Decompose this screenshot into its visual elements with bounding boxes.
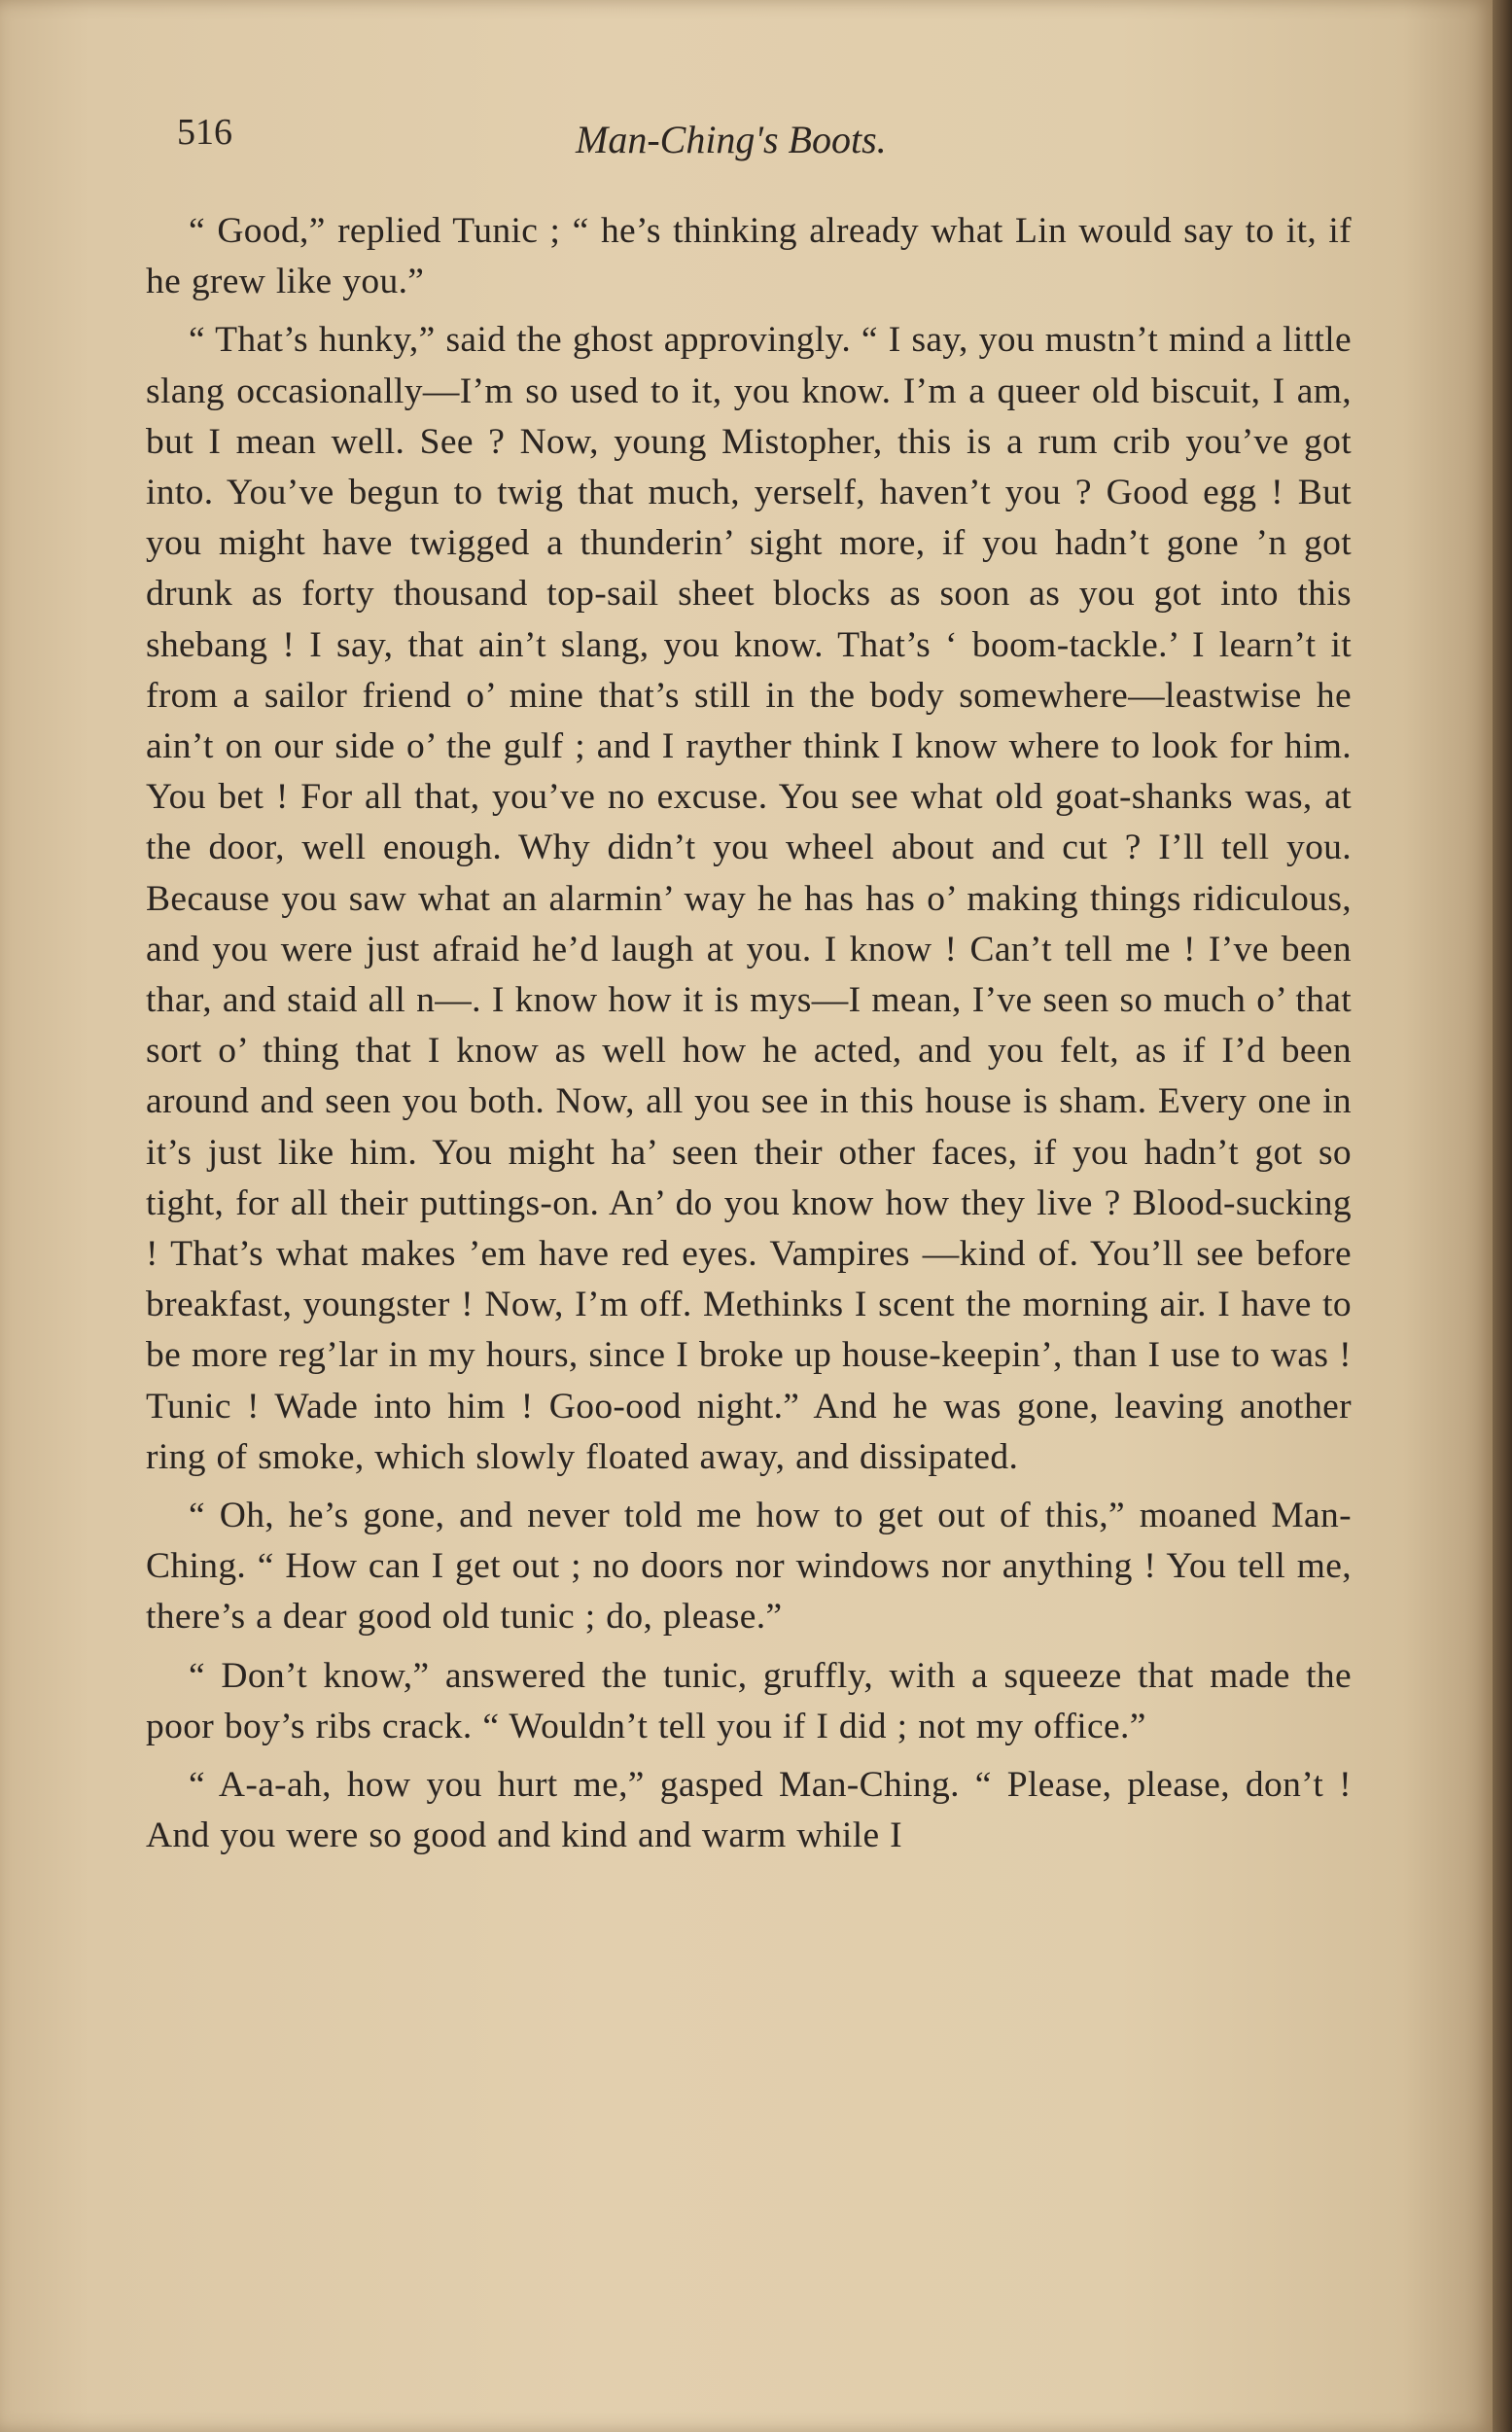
page-number: 516 xyxy=(177,112,232,153)
paragraph: “ Don’t know,” answered the tunic, gruffly, with a squeeze that made the poor boy’s ribs crack. “ Wouldn’t tell you if I did ; not my office.” xyxy=(146,1655,1352,1746)
running-title: Man-Ching's Boots. xyxy=(576,118,887,161)
page-edge xyxy=(1493,0,1512,2432)
running-head xyxy=(177,105,1363,163)
paragraph: “ That’s hunky,” said the ghost approvingly. “ I say, you mustn’t mind a little slang occasionally—I’m so used to it, you know. I’m a queer old biscuit, I am, but I mean well. See ? Now, young Mistopher, this is a rum crib you’ve got into. You’ve begun to twig that much, yerself, haven’t you ? Good egg ! But you might have twigged a thunderin’ sight more, if you hadn’t gone ’n got drunk as forty thousand top-sail sheet blocks as soon as you got into this shebang ! I say, that ain’t slang, you know. That’s ‘ boom-tackle.’ I learn’t it from a sailor friend o’ mine that’s still in the body somewhere—leastwise he ain’t on our side o’ the gulf ; and I rayther think I know where to look for him. You bet ! For all that, you’ve no excuse. You see what old goat-shanks was, at the door, well enough. Why didn’t you wheel about and cut ? I’ll tell you. Because you saw what an alarmin’ way he has has o’ making things ridiculous, and you were just afraid he’d laugh at you. I know ! Can’t tell me ! I’ve been thar, and staid all n—. I know how it is mys—I mean, I’ve seen so much o’ that sort o’ thing that I know as well how he acted, and you felt, as if I’d been around and seen you both. Now, all you see in this house is sham. Every one in it’s just like him. You might ha’ seen their other faces, if you hadn’t got so tight, for all their puttings-on. An’ do you know how they live ? Blood-sucking ! That’s what makes ’em have red eyes. Vampires —kind of. You’ll see before breakfast, youngster ! Now, I’m off. Methinks I scent the morning air. I have to be more reg’lar in my hours, since I broke up house-keepin’, than I use to was ! Tunic ! Wade into him ! Goo-ood night.” And he was gone, leaving another ring of smoke, which slowly floated away, and dissipated. xyxy=(146,320,1352,1477)
paragraph: “ Oh, he’s gone, and never told me how to get out of this,” moaned Man-Ching. “ How can I get out ; no doors nor windows nor anything ! You tell me, there’s a dear good old tunic ; do, please.” xyxy=(146,1496,1352,1638)
paragraph: “ A-a-ah, how you hurt me,” gasped Man-Ching. “ Please, please, don’t ! And you were so good and kind and warm while I xyxy=(146,1765,1352,1856)
paragraph: “ Good,” replied Tunic ; “ he’s thinking already what Lin would say to it, if he grew like you.” xyxy=(146,211,1352,302)
body-text xyxy=(146,206,1352,1870)
